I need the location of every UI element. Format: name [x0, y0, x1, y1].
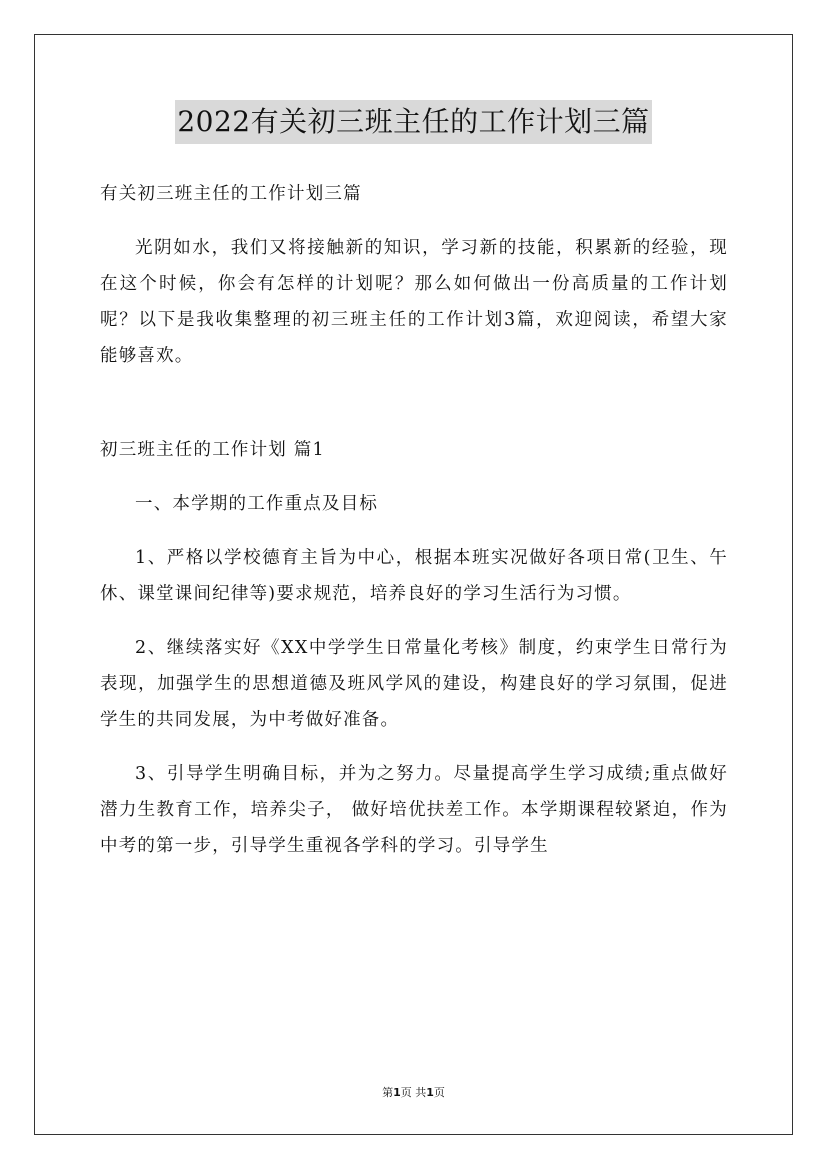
- body-paragraph-3: 3、引导学生明确目标，并为之努力。尽量提高学生学习成绩;重点做好潜力生教育工作，培养尖子， 做好培优扶差工作。本学期课程较紧迫，作为中考的第一步，引导学生重视各学科的学习。引导学生: [100, 764, 728, 856]
- document-subtitle: 有关初三班主任的工作计划三篇: [100, 184, 362, 204]
- page-total: 1: [426, 1086, 434, 1099]
- page-footer: [0, 1084, 827, 1100]
- title-wrapper: [0, 100, 827, 144]
- document-body: [100, 176, 728, 864]
- intro-paragraph: 光阴如水，我们又将接触新的知识，学习新的技能，积累新的经验，现在这个时候，你会有怎样的计划呢？那么如何做出一份高质量的工作计划呢？以下是我收集整理的初三班主任的工作计划3篇，欢迎阅读，希望大家能够喜欢。: [100, 238, 728, 366]
- page-prefix: 第: [382, 1086, 394, 1099]
- page-mid: 页 共: [400, 1086, 427, 1099]
- section-heading: 初三班主任的工作计划 篇1: [100, 440, 325, 460]
- body-paragraph-2: 2、继续落实好《XX中学学生日常量化考核》制度，约束学生日常行为表现，加强学生的思想道德及班风学风的建设，构建良好的学习氛围，促进学生的共同发展，为中考做好准备。: [100, 638, 728, 730]
- page-suffix: 页: [433, 1086, 445, 1099]
- body-paragraph-1: 1、严格以学校德育主旨为中心，根据本班实况做好各项日常(卫生、午休、课堂课间纪律等)要求规范，培养良好的学习生活行为习惯。: [100, 548, 728, 604]
- subsection-heading: 一、本学期的工作重点及目标: [135, 494, 379, 514]
- document-title: 2022有关初三班主任的工作计划三篇: [175, 100, 651, 144]
- page-current: 1: [393, 1086, 401, 1099]
